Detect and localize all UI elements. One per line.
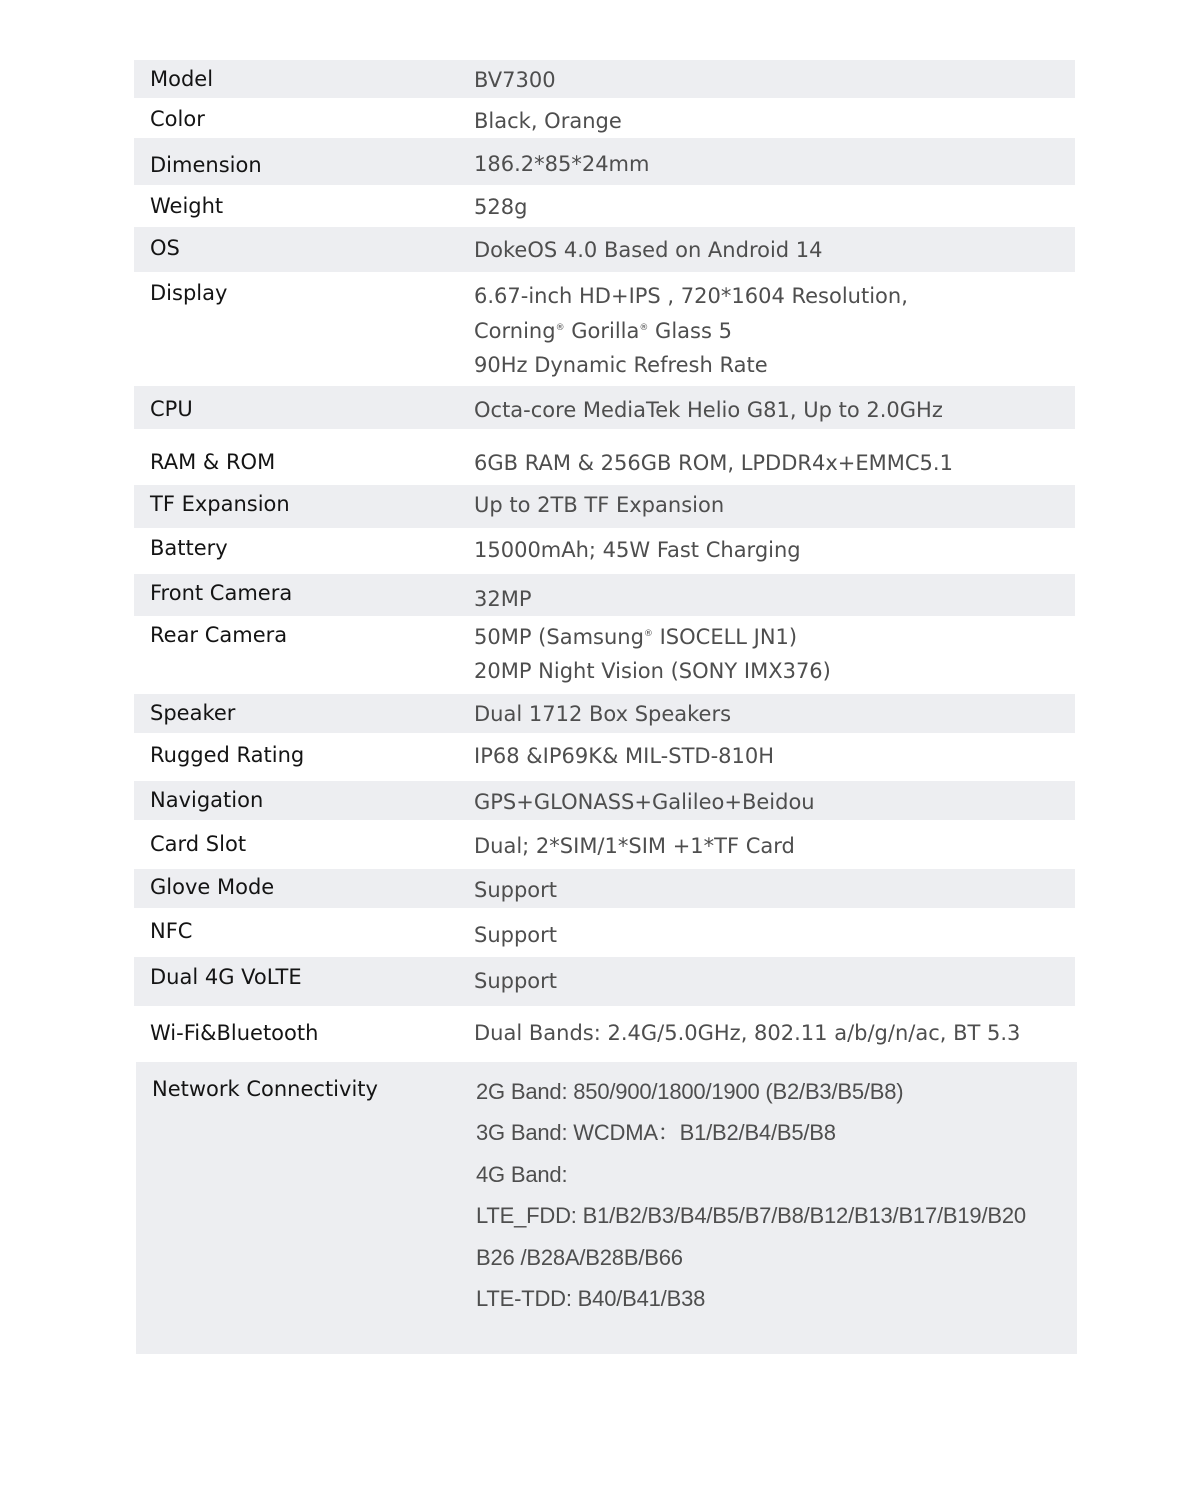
spec-label: Front Camera — [150, 581, 293, 605]
spec-value-line: GPS+GLONASS+Galileo+Beidou — [474, 790, 815, 814]
registered-mark: ® — [639, 322, 649, 333]
spec-label: Display — [150, 281, 228, 305]
spec-label: CPU — [150, 397, 193, 421]
spec-value-line: Support — [474, 878, 558, 902]
spec-value-line: Dual 1712 Box Speakers — [474, 702, 732, 726]
spec-value — [474, 829, 795, 863]
spec-value — [474, 279, 908, 383]
spec-row-display — [134, 272, 1075, 386]
spec-label: OS — [150, 236, 180, 260]
spec-value-line: LTE_FDD: B1/B2/B3/B4/B5/B7/B8/B12/B13/B17/B19/B20 — [476, 1203, 1026, 1229]
spec-label: Navigation — [150, 788, 264, 812]
spec-value — [474, 488, 724, 522]
spec-value — [474, 739, 774, 773]
spec-label: NFC — [150, 919, 193, 943]
spec-value — [474, 1016, 1020, 1050]
spec-row-card-slot — [134, 820, 1075, 869]
spec-label: Weight — [150, 194, 224, 218]
spec-value — [474, 233, 823, 267]
spec-value-line: 528g — [474, 195, 528, 219]
spec-value-line: 32MP — [474, 587, 532, 611]
spec-table — [134, 60, 1075, 1354]
spec-value-line: 6.67-inch HD+IPS , 720*1604 Resolution, — [474, 284, 908, 308]
spec-value-line: 50MP (Samsung® ISOCELL JN1) — [474, 625, 798, 649]
spec-row-model — [134, 60, 1075, 98]
spec-value — [474, 582, 532, 616]
spec-row-ram-and-rom — [134, 429, 1075, 485]
spec-row-color — [134, 98, 1075, 138]
spec-value-line: 2G Band: 850/900/1800/1900 (B2/B3/B5/B8) — [476, 1079, 904, 1104]
spec-row-front-camera — [134, 574, 1075, 616]
spec-row-glove-mode — [134, 869, 1075, 908]
spec-value — [474, 918, 557, 952]
spec-value-line: 15000mAh; 45W Fast Charging — [474, 538, 801, 562]
spec-label: Wi-Fi&Bluetooth — [150, 1021, 319, 1045]
spec-label: Glove Mode — [150, 875, 275, 899]
spec-row-tf-expansion — [134, 485, 1075, 528]
spec-label: Battery — [150, 536, 228, 560]
spec-value-line: Corning® Gorilla® Glass 5 — [474, 318, 732, 343]
spec-row-network-connectivity — [136, 1062, 1077, 1354]
spec-value-line: 6GB RAM & 256GB ROM, LPDDR4x+EMMC5.1 — [474, 451, 953, 475]
spec-row-dimension — [134, 138, 1075, 185]
spec-label: Rear Camera — [150, 623, 288, 647]
spec-row-navigation — [134, 781, 1075, 820]
spec-value — [474, 393, 943, 427]
spec-value — [476, 1071, 1026, 1319]
spec-value-line: Support — [474, 923, 558, 947]
spec-value-line: 90Hz Dynamic Refresh Rate — [474, 353, 768, 377]
registered-mark: ® — [555, 322, 565, 333]
spec-label: Network Connectivity — [152, 1077, 378, 1101]
spec-value-line: BV7300 — [474, 68, 556, 92]
spec-row-battery — [134, 528, 1075, 574]
spec-value-line: 186.2*85*24mm — [474, 152, 650, 176]
spec-label: Speaker — [150, 701, 236, 725]
spec-label: RAM & ROM — [150, 450, 276, 474]
spec-value-line: Up to 2TB TF Expansion — [474, 493, 725, 517]
spec-value — [474, 147, 649, 181]
spec-label: Model — [150, 67, 214, 91]
spec-value-line: Black, Orange — [474, 109, 622, 133]
spec-row-rear-camera — [134, 616, 1075, 694]
spec-value — [474, 620, 831, 688]
spec-label: TF Expansion — [150, 492, 290, 516]
spec-value-line: 20MP Night Vision (SONY IMX376) — [474, 659, 831, 683]
spec-label: Card Slot — [150, 832, 247, 856]
spec-value — [474, 964, 557, 998]
spec-value-line: Dual Bands: 2.4G/5.0GHz, 802.11 a/b/g/n/ac, BT 5.3 — [474, 1021, 1021, 1045]
registered-mark: ® — [643, 629, 653, 639]
spec-value-line: 4G Band: — [476, 1161, 568, 1187]
spec-label: Color — [150, 107, 205, 131]
spec-row-nfc — [134, 908, 1075, 957]
spec-value-line: Support — [474, 969, 558, 993]
spec-value — [474, 446, 953, 480]
spec-value — [474, 697, 731, 731]
spec-row-rugged-rating — [134, 733, 1075, 781]
spec-value — [474, 190, 527, 224]
spec-row-weight — [134, 185, 1075, 227]
spec-value-line: Octa-core MediaTek Helio G81, Up to 2.0GHz — [474, 398, 943, 422]
spec-label: Dual 4G VoLTE — [150, 965, 302, 989]
spec-value-line: 3G Band: WCDMA：B1/B2/B4/B5/B8 — [476, 1120, 836, 1146]
spec-value — [474, 104, 622, 138]
spec-row-dual-4g-volte — [134, 957, 1075, 1006]
spec-row-cpu — [134, 386, 1075, 429]
spec-value-line: LTE-TDD: B40/B41/B38 — [476, 1286, 706, 1312]
spec-label: Rugged Rating — [150, 743, 305, 767]
spec-row-speaker — [134, 694, 1075, 733]
spec-value-line: DokeOS 4.0 Based on Android 14 — [474, 238, 823, 262]
spec-value — [474, 533, 801, 567]
spec-value-line: B26 /B28A/B28B/B66 — [476, 1244, 683, 1270]
spec-label: Dimension — [150, 153, 262, 177]
spec-value — [474, 785, 815, 819]
spec-value-line: IP68 &IP69K& MIL-STD-810H — [474, 744, 775, 768]
spec-value — [474, 63, 556, 97]
spec-value-line: Dual; 2*SIM/1*SIM +1*TF Card — [474, 834, 795, 858]
spec-value — [474, 873, 557, 907]
spec-row-os — [134, 227, 1075, 272]
spec-row-wi-fi-and-bluetooth — [134, 1006, 1075, 1062]
